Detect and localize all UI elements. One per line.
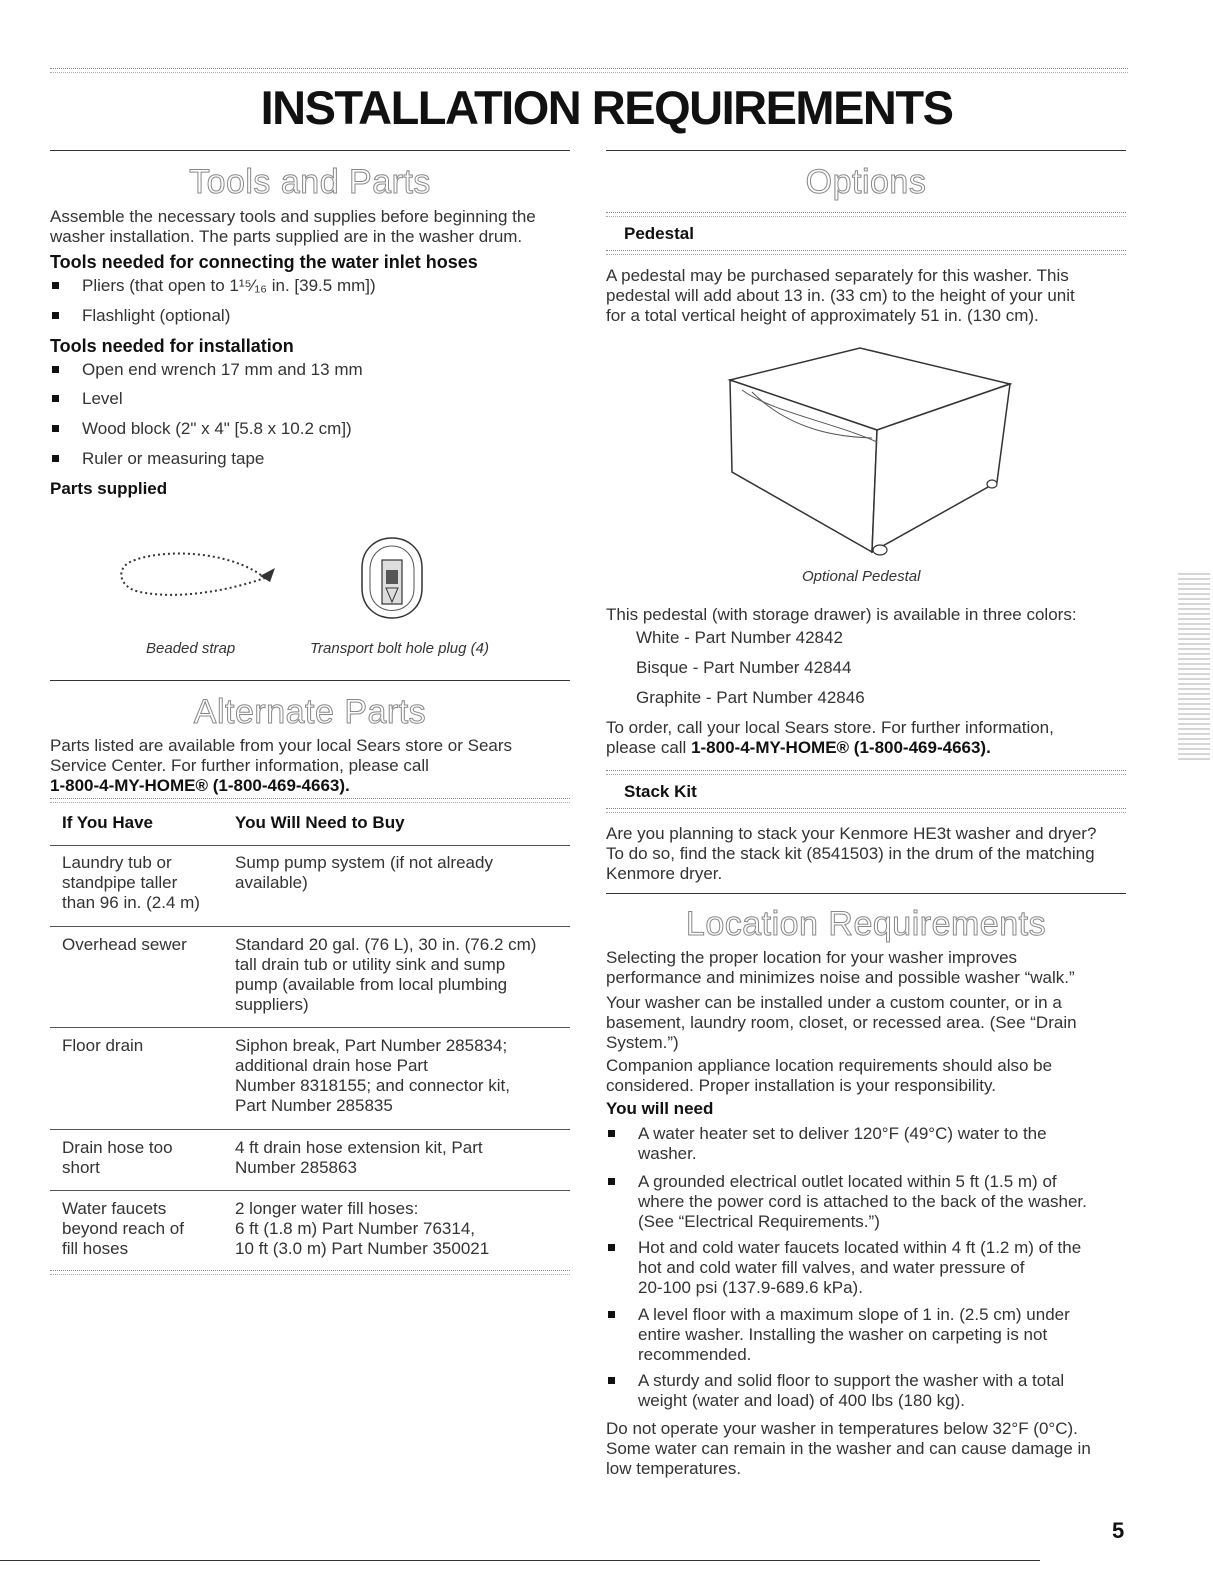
pedestal-text: A pedestal may be purchased separately for this washer. This pedestal will add about 13 in. (33 cm) to the height of your unit for a total vertical height of approximately 51 in. (130 cm). — [606, 266, 1075, 325]
table-cell-have: Drain hose too short — [62, 1138, 173, 1177]
bullet-icon — [608, 1377, 615, 1384]
margin-artifact — [1178, 570, 1210, 760]
pedestal-bottom-border — [606, 250, 1126, 255]
color-item: White - Part Number 42842 — [636, 628, 843, 647]
section-rule — [50, 680, 570, 681]
bolt-plug-icon — [352, 518, 432, 638]
table-rule — [50, 1129, 570, 1130]
bullet-icon — [52, 395, 59, 402]
order-text: To order, call your local Sears store. For further information, please call 1-800-4-MY-HOME® (1-800-469-4663). — [606, 718, 1054, 757]
alternate-intro: Parts listed are available from your local Sears store or Sears Service Center. For further information, please call 1-800-4-MY-HOME® (1-800-469-4663). — [50, 736, 513, 795]
bullet-icon — [52, 455, 59, 462]
closing-text: Do not operate your washer in temperatures below 32°F (0°C). Some water can remain in the washer and can cause damage in low temperatures. — [606, 1419, 1091, 1478]
table-rule — [50, 926, 570, 927]
table-top-border — [50, 798, 570, 803]
table-rule — [50, 845, 570, 846]
location-p1: Selecting the proper location for your washer improves performance and minimizes noise and possible washer “walk.” — [606, 948, 1075, 987]
pedestal-top-border — [606, 212, 1126, 217]
table-cell-buy: 2 longer water fill hoses: 6 ft (1.8 m) Part Number 76314, 10 ft (3.0 m) Part Number 350021 — [235, 1199, 490, 1258]
location-p2: Your washer can be installed under a custom counter, or in a basement, laundry room, closet, or recessed area. (See “Drain System.”) — [606, 993, 1077, 1052]
pedestal-icon — [712, 342, 1022, 562]
section-rule — [606, 150, 1126, 151]
page-number: 5 — [1112, 1518, 1125, 1543]
bullet-icon — [608, 1311, 615, 1318]
table-rule — [50, 1027, 570, 1028]
stack-bottom-border — [606, 808, 1126, 813]
section-heading-alternate: Alternate Parts — [193, 693, 427, 731]
bullet-icon — [52, 282, 59, 289]
section-rule — [50, 150, 570, 151]
pedestal-caption: Optional Pedestal — [802, 568, 921, 585]
stack-text: Are you planning to stack your Kenmore HE3t washer and dryer? To do so, find the stack kit (8541503) in the drum of the matching Kenmore dryer. — [606, 824, 1097, 883]
strap-caption: Beaded strap — [146, 640, 236, 657]
need-heading: You will need — [606, 1099, 714, 1118]
table-cell-have: Overhead sewer — [62, 935, 187, 954]
table-cell-buy: Sump pump system (if not already available) — [235, 853, 493, 892]
table-cell-have: Laundry tub or standpipe taller than 96 in. (2.4 m) — [62, 853, 200, 912]
section-heading-location: Location Requirements — [685, 905, 1047, 943]
table-cell-buy: 4 ft drain hose extension kit, Part Number 285863 — [235, 1138, 483, 1177]
table-cell-buy: Standard 20 gal. (76 L), 30 in. (76.2 cm) tall drain tub or utility sink and sump pump (available from local plumbing suppliers) — [235, 935, 537, 1014]
plug-caption: Transport bolt hole plug (4) — [310, 640, 489, 657]
page-title: INSTALLATION REQUIREMENTS — [260, 81, 953, 134]
table-rule — [50, 1190, 570, 1191]
section-heading-options: Options — [805, 163, 927, 201]
section-rule — [606, 893, 1126, 894]
install-heading: Tools needed for installation — [50, 336, 294, 356]
location-p3: Companion appliance location requirements should also be considered. Proper installation is your responsibility. — [606, 1056, 1053, 1095]
table-bottom-border — [50, 1270, 570, 1275]
section-heading-tools: Tools and Parts — [189, 163, 431, 201]
bottom-rule — [0, 1560, 1040, 1561]
tools-intro: Assemble the necessary tools and supplies before beginning the washer installation. The parts supplied are in the washer drum. — [50, 207, 536, 246]
top-border — [50, 68, 1128, 73]
stack-heading: Stack Kit — [624, 782, 697, 801]
bullet-icon — [608, 1244, 615, 1251]
bullet-icon — [608, 1130, 615, 1137]
table-header-buy: You Will Need to Buy — [235, 813, 405, 832]
colors-intro: This pedestal (with storage drawer) is available in three colors: — [606, 605, 1077, 624]
hoses-heading: Tools needed for connecting the water inlet hoses — [50, 252, 478, 272]
bullet-icon — [52, 366, 59, 373]
table-header-have: If You Have — [62, 813, 154, 832]
table-cell-buy: Siphon break, Part Number 285834; additional drain hose Part Number 8318155; and connector kit, Part Number 285835 — [235, 1036, 511, 1115]
color-item: Graphite - Part Number 42846 — [636, 688, 865, 707]
table-cell-have: Floor drain — [62, 1036, 144, 1055]
color-item: Bisque - Part Number 42844 — [636, 658, 852, 677]
bullet-icon — [608, 1178, 615, 1185]
table-cell-have: Water faucets beyond reach of fill hoses — [62, 1199, 184, 1258]
stack-top-border — [606, 770, 1126, 775]
bullet-icon — [52, 312, 59, 319]
beaded-strap-icon — [110, 540, 290, 620]
pedestal-heading: Pedestal — [624, 224, 694, 243]
parts-heading: Parts supplied — [50, 479, 168, 498]
bullet-icon — [52, 425, 59, 432]
